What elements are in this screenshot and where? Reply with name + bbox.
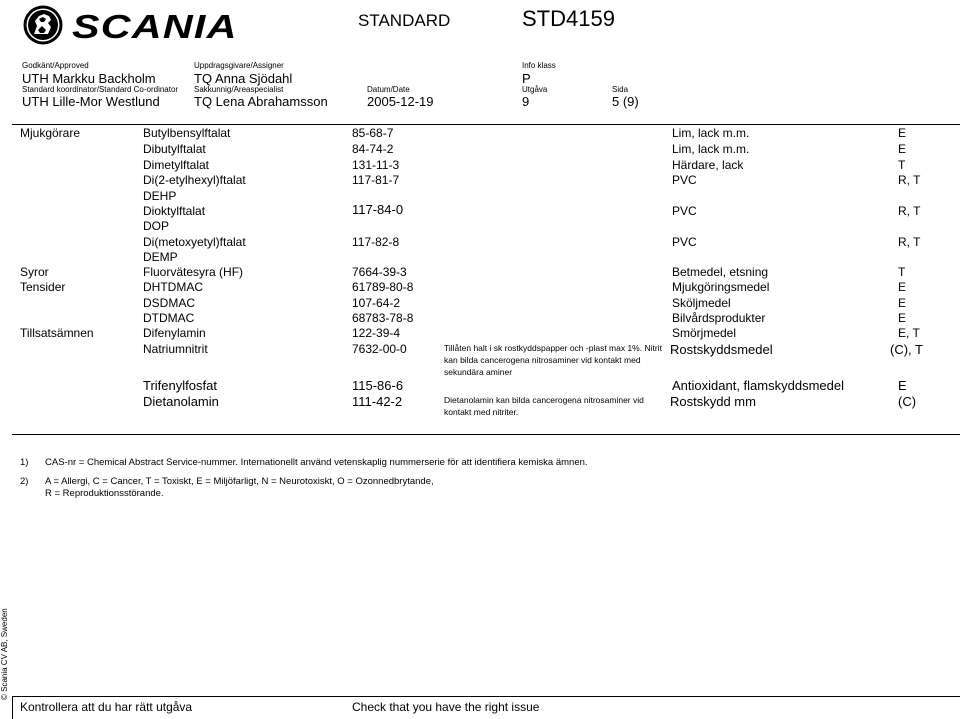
table-cell-name: Trifenylfosfat xyxy=(143,378,217,393)
info-class-label: Info klass xyxy=(522,61,556,70)
table-cell-use: Betmedel, etsning xyxy=(672,265,769,279)
table-cell-name: Natriumnitrit xyxy=(143,342,208,356)
page-value: 5 (9) xyxy=(612,94,639,109)
specialist-label: Sakkunnig/Areaspecialist xyxy=(194,85,284,94)
footer-right-text: Check that you have the right issue xyxy=(352,700,540,714)
table-cell-class: (C), T xyxy=(890,342,923,357)
table-cell-use: Antioxidant, flamskyddsmedel xyxy=(672,378,844,393)
table-cell-cas: 117-84-0 xyxy=(352,202,404,217)
footnote-text: A = Allergi, C = Cancer, T = Toxiskt, E = Miljöfarligt, N = Neurotoxiskt, O = Ozonnedbrytande, xyxy=(45,476,434,487)
table-cell-class: E, T xyxy=(898,326,920,340)
table-cell-name: Butylbensylftalat xyxy=(143,126,231,140)
table-cell-use: Lim, lack m.m. xyxy=(672,126,750,140)
table-cell-cas: 115-86-6 xyxy=(352,378,404,393)
table-cell-use: Mjukgöringsmedel xyxy=(672,280,770,294)
table-cell-cas: 117-81-7 xyxy=(352,173,400,187)
table-cell-name: Di(metoxyetyl)ftalat xyxy=(143,235,246,249)
table-cell-class: (C) xyxy=(898,394,917,409)
table-cell-class: T xyxy=(898,265,906,279)
table-cell-class: E xyxy=(898,296,907,310)
table-cell-class: E xyxy=(898,142,907,156)
table-cell-note: Tillåten halt i sk rostkyddspapper och -plast max 1%. Nitrit kan bilda cancerogena nitrosaminer vid kontakt med sekundära aminer xyxy=(444,343,662,377)
page-label: Sida xyxy=(612,85,629,94)
table-cell-cas: 107-64-2 xyxy=(352,296,401,310)
footnote-number: 1) xyxy=(20,457,29,468)
table-cell-group: Tensider xyxy=(20,280,66,294)
table-cell-use: PVC xyxy=(672,235,697,249)
date-value: 2005-12-19 xyxy=(367,94,434,109)
table-cell-name: DHTDMAC xyxy=(143,280,203,294)
issue-label: Utgåva xyxy=(522,85,548,94)
table-cell-name: Difenylamin xyxy=(143,326,206,340)
table-cell-abbrev: DOP xyxy=(143,219,170,233)
table-cell-name: Dioktylftalat xyxy=(143,204,206,218)
table-cell-name: Fluorvätesyra (HF) xyxy=(143,265,244,279)
table-cell-cas: 131-11-3 xyxy=(352,158,400,172)
table-cell-cas: 61789-80-8 xyxy=(352,280,414,294)
footnote-text-continued: R = Reproduktionsstörande. xyxy=(45,488,164,499)
coordinator-value: UTH Lille-Mor Westlund xyxy=(22,94,160,109)
table-cell-name: DTDMAC xyxy=(143,311,195,325)
table-cell-use: Härdare, lack xyxy=(672,158,744,172)
table-cell-use: PVC xyxy=(672,173,697,187)
document-type: STANDARD xyxy=(358,11,451,30)
assignor-label: Uppdragsgivare/Assigner xyxy=(194,61,284,70)
table-cell-name: Dietanolamin xyxy=(143,394,219,409)
footnote-number: 2) xyxy=(20,476,29,487)
table-cell-use: Bilvårdsprodukter xyxy=(672,311,766,325)
table-cell-class: T xyxy=(898,158,906,172)
approved-value: UTH Markku Backholm xyxy=(22,71,156,86)
table-cell-class: R, T xyxy=(898,204,921,218)
table-cell-group: Tillsatsämnen xyxy=(20,326,94,340)
table-cell-note: Dietanolamin kan bilda cancerogena nitrosaminer vid kontakt med nitriter. xyxy=(444,395,644,417)
document-number: STD4159 xyxy=(522,6,615,31)
table-cell-class: R, T xyxy=(898,173,921,187)
issue-value: 9 xyxy=(522,94,530,109)
table-cell-cas: 7664-39-3 xyxy=(352,265,407,279)
table-cell-class: E xyxy=(898,280,907,294)
table-cell-name: Dimetylftalat xyxy=(143,158,210,172)
footer-left-text: Kontrollera att du har rätt utgåva xyxy=(20,700,193,714)
table-cell-cas: 84-74-2 xyxy=(352,142,394,156)
table-cell-use: Rostskyddsmedel xyxy=(670,342,773,357)
table-cell-cas: 85-68-7 xyxy=(352,126,394,140)
table-cell-use: Sköljmedel xyxy=(672,296,731,310)
approved-label: Godkänt/Approved xyxy=(22,61,89,70)
table-cell-class: E xyxy=(898,378,907,393)
info-class-value: P xyxy=(522,71,531,86)
table-cell-cas: 117-82-8 xyxy=(352,235,400,249)
table-cell-name: Di(2-etylhexyl)ftalat xyxy=(143,173,246,187)
table-cell-name: DSDMAC xyxy=(143,296,196,310)
table-cell-use: PVC xyxy=(672,204,697,218)
coordinator-label: Standard koordinator/Standard Co-ordinator xyxy=(22,85,179,94)
table-cell-abbrev: DEHP xyxy=(143,189,177,203)
footnote-text: CAS-nr = Chemical Abstract Service-nummer. Internationellt använd vetenskaplig nummerserie för att identifiera kemiska ämnen. xyxy=(45,457,588,468)
date-label: Datum/Date xyxy=(367,85,410,94)
table-cell-group: Syror xyxy=(20,265,49,279)
table-cell-use: Lim, lack m.m. xyxy=(672,142,750,156)
table-cell-use: Rostskydd mm xyxy=(670,394,756,409)
brand-wordmark: SCANIA xyxy=(72,8,238,45)
table-cell-group: Mjukgörare xyxy=(20,126,81,140)
table-cell-cas: 111-42-2 xyxy=(352,394,403,409)
table-cell-class: R, T xyxy=(898,235,921,249)
table-cell-use: Smörjmedel xyxy=(672,326,737,340)
table-cell-cas: 7632-00-0 xyxy=(352,342,407,356)
copyright-notice: © Scania CV AB, Sweden xyxy=(0,608,9,700)
table-cell-class: E xyxy=(898,311,907,325)
table-cell-name: Dibutylftalat xyxy=(143,142,206,156)
assignor-value: TQ Anna Sjödahl xyxy=(194,71,293,86)
table-cell-cas: 68783-78-8 xyxy=(352,311,414,325)
table-cell-cas: 122-39-4 xyxy=(352,326,401,340)
specialist-value: TQ Lena Abrahamsson xyxy=(194,94,328,109)
scania-griffin-logo xyxy=(22,4,64,46)
table-cell-class: E xyxy=(898,126,907,140)
table-cell-abbrev: DEMP xyxy=(143,250,178,264)
